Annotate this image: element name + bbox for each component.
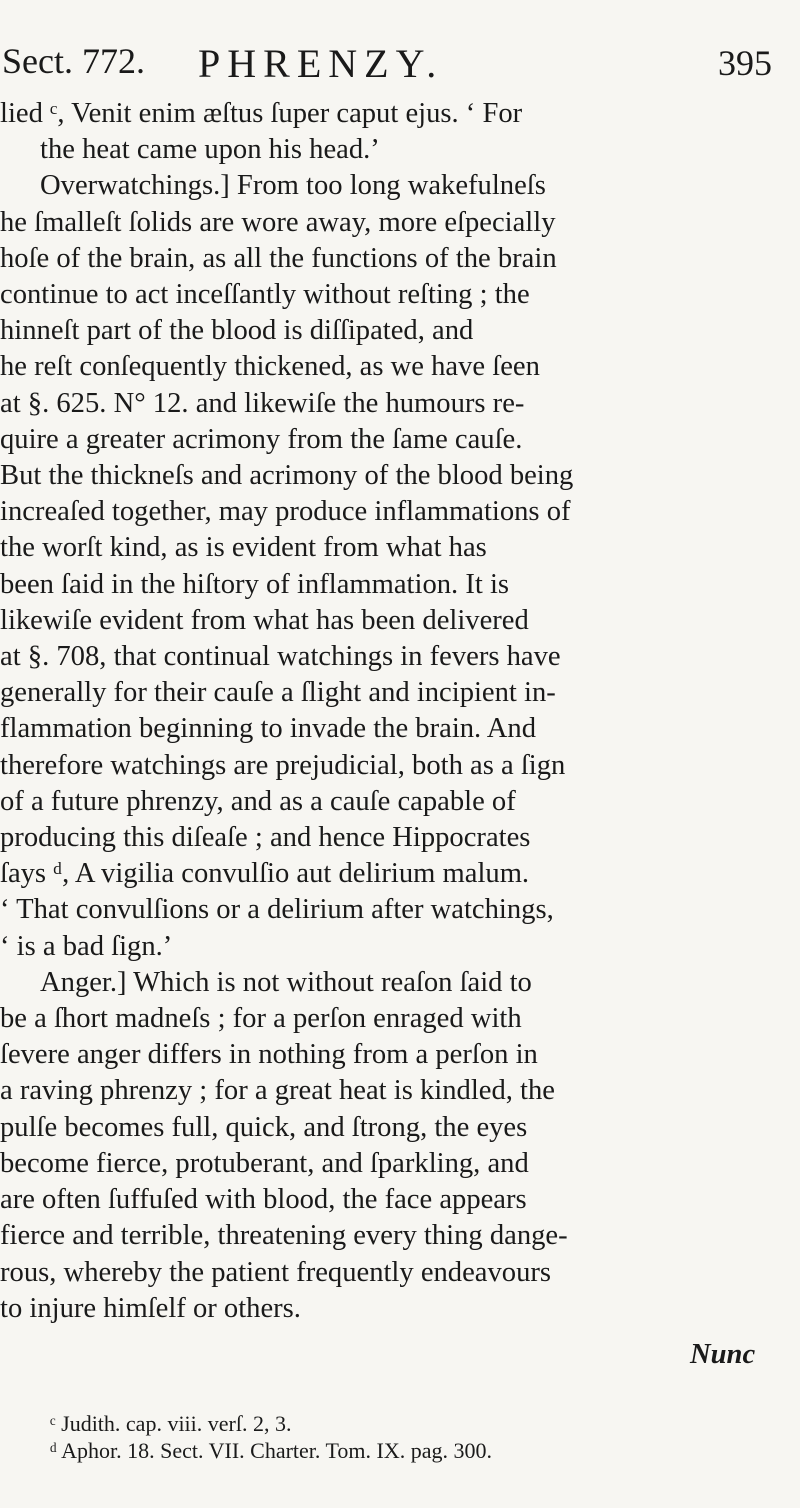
- text-line: are often ſuffuſed with blood, the face appears: [0, 1184, 527, 1216]
- section-number: Sect. 772.: [2, 41, 145, 81]
- text-line: lied ᶜ, Venit enim æſtus ſuper caput ejus. ‘ For: [0, 98, 523, 129]
- text-line: be a ſhort madneſs ; for a perſon enraged with: [0, 1003, 522, 1035]
- text-line: Overwatchings.] From too long wakefulneſs: [40, 170, 546, 202]
- text-line: ‘ is a bad ſign.’: [0, 930, 173, 962]
- text-line: he reſt conſequently thickened, as we have ſeen: [0, 351, 540, 383]
- text-line: pulſe becomes full, quick, and ſtrong, the eyes: [0, 1111, 528, 1143]
- text-line: producing this diſeaſe ; and hence Hippocrates: [0, 822, 531, 854]
- text-line: continue to act inceſſantly without reſting ; the: [0, 279, 530, 311]
- page-number: 395: [718, 43, 772, 83]
- text-line: hoſe of the brain, as all the functions of the brain: [0, 242, 557, 274]
- text-line: the heat came upon his head.’: [40, 134, 380, 166]
- text-line: therefore watchings are prejudicial, both as a ſign: [0, 749, 566, 781]
- text-line: of a future phrenzy, and as a cauſe capable of: [0, 785, 516, 817]
- text-line: to injure himſelf or others.: [0, 1292, 301, 1324]
- text-line: Anger.] Which is not without reaſon ſaid to: [40, 966, 532, 998]
- text-line: fierce and terrible, threatening every thing dange-: [0, 1220, 568, 1252]
- text-line: likewiſe evident from what has been delivered: [0, 604, 529, 636]
- text-line: the worſt kind, as is evident from what has: [0, 532, 487, 564]
- footnote-c: ᶜ Judith. cap. viii. verſ. 2, 3.: [50, 1411, 292, 1436]
- text-line: quire a greater acrimony from the ſame cauſe.: [0, 423, 523, 455]
- text-line: hinneſt part of the blood is diſſipated, and: [0, 315, 474, 347]
- text-line: at §. 708, that continual watchings in fevers have: [0, 641, 561, 673]
- text-line: become fierce, protuberant, and ſparkling, and: [0, 1147, 529, 1179]
- running-title: PHRENZY.: [198, 41, 444, 86]
- text-line: flammation beginning to invade the brain. And: [0, 713, 537, 745]
- text-line: But the thickneſs and acrimony of the blood being: [0, 460, 574, 492]
- catchword: Nunc: [690, 1338, 756, 1370]
- text-line: he ſmalleſt ſolids are wore away, more eſpecially: [0, 206, 556, 238]
- text-line: rous, whereby the patient frequently endeavours: [0, 1256, 552, 1288]
- text-line: generally for their cauſe a ſlight and incipient in-: [0, 677, 556, 709]
- running-header: [0, 40, 800, 90]
- text-line: been ſaid in the hiſtory of inflammation. It is: [0, 568, 510, 600]
- text-line: ‘ That convulſions or a delirium after watchings,: [0, 894, 554, 926]
- text-line: a raving phrenzy ; for a great heat is kindled, the: [0, 1075, 555, 1107]
- text-line: ſays ᵈ, A vigilia convulſio aut delirium malum.: [0, 858, 530, 890]
- footnote-d: ᵈ Aphor. 18. Sect. VII. Charter. Tom. IX. pag. 300.: [50, 1438, 492, 1463]
- main-text: [0, 96, 770, 1373]
- footnotes: [50, 1410, 492, 1464]
- text-line: at §. 625. N° 12. and likewiſe the humours re-: [0, 387, 525, 419]
- text-line: increaſed together, may produce inflammations of: [0, 496, 571, 528]
- text-line: ſevere anger differs in nothing from a perſon in: [0, 1039, 538, 1071]
